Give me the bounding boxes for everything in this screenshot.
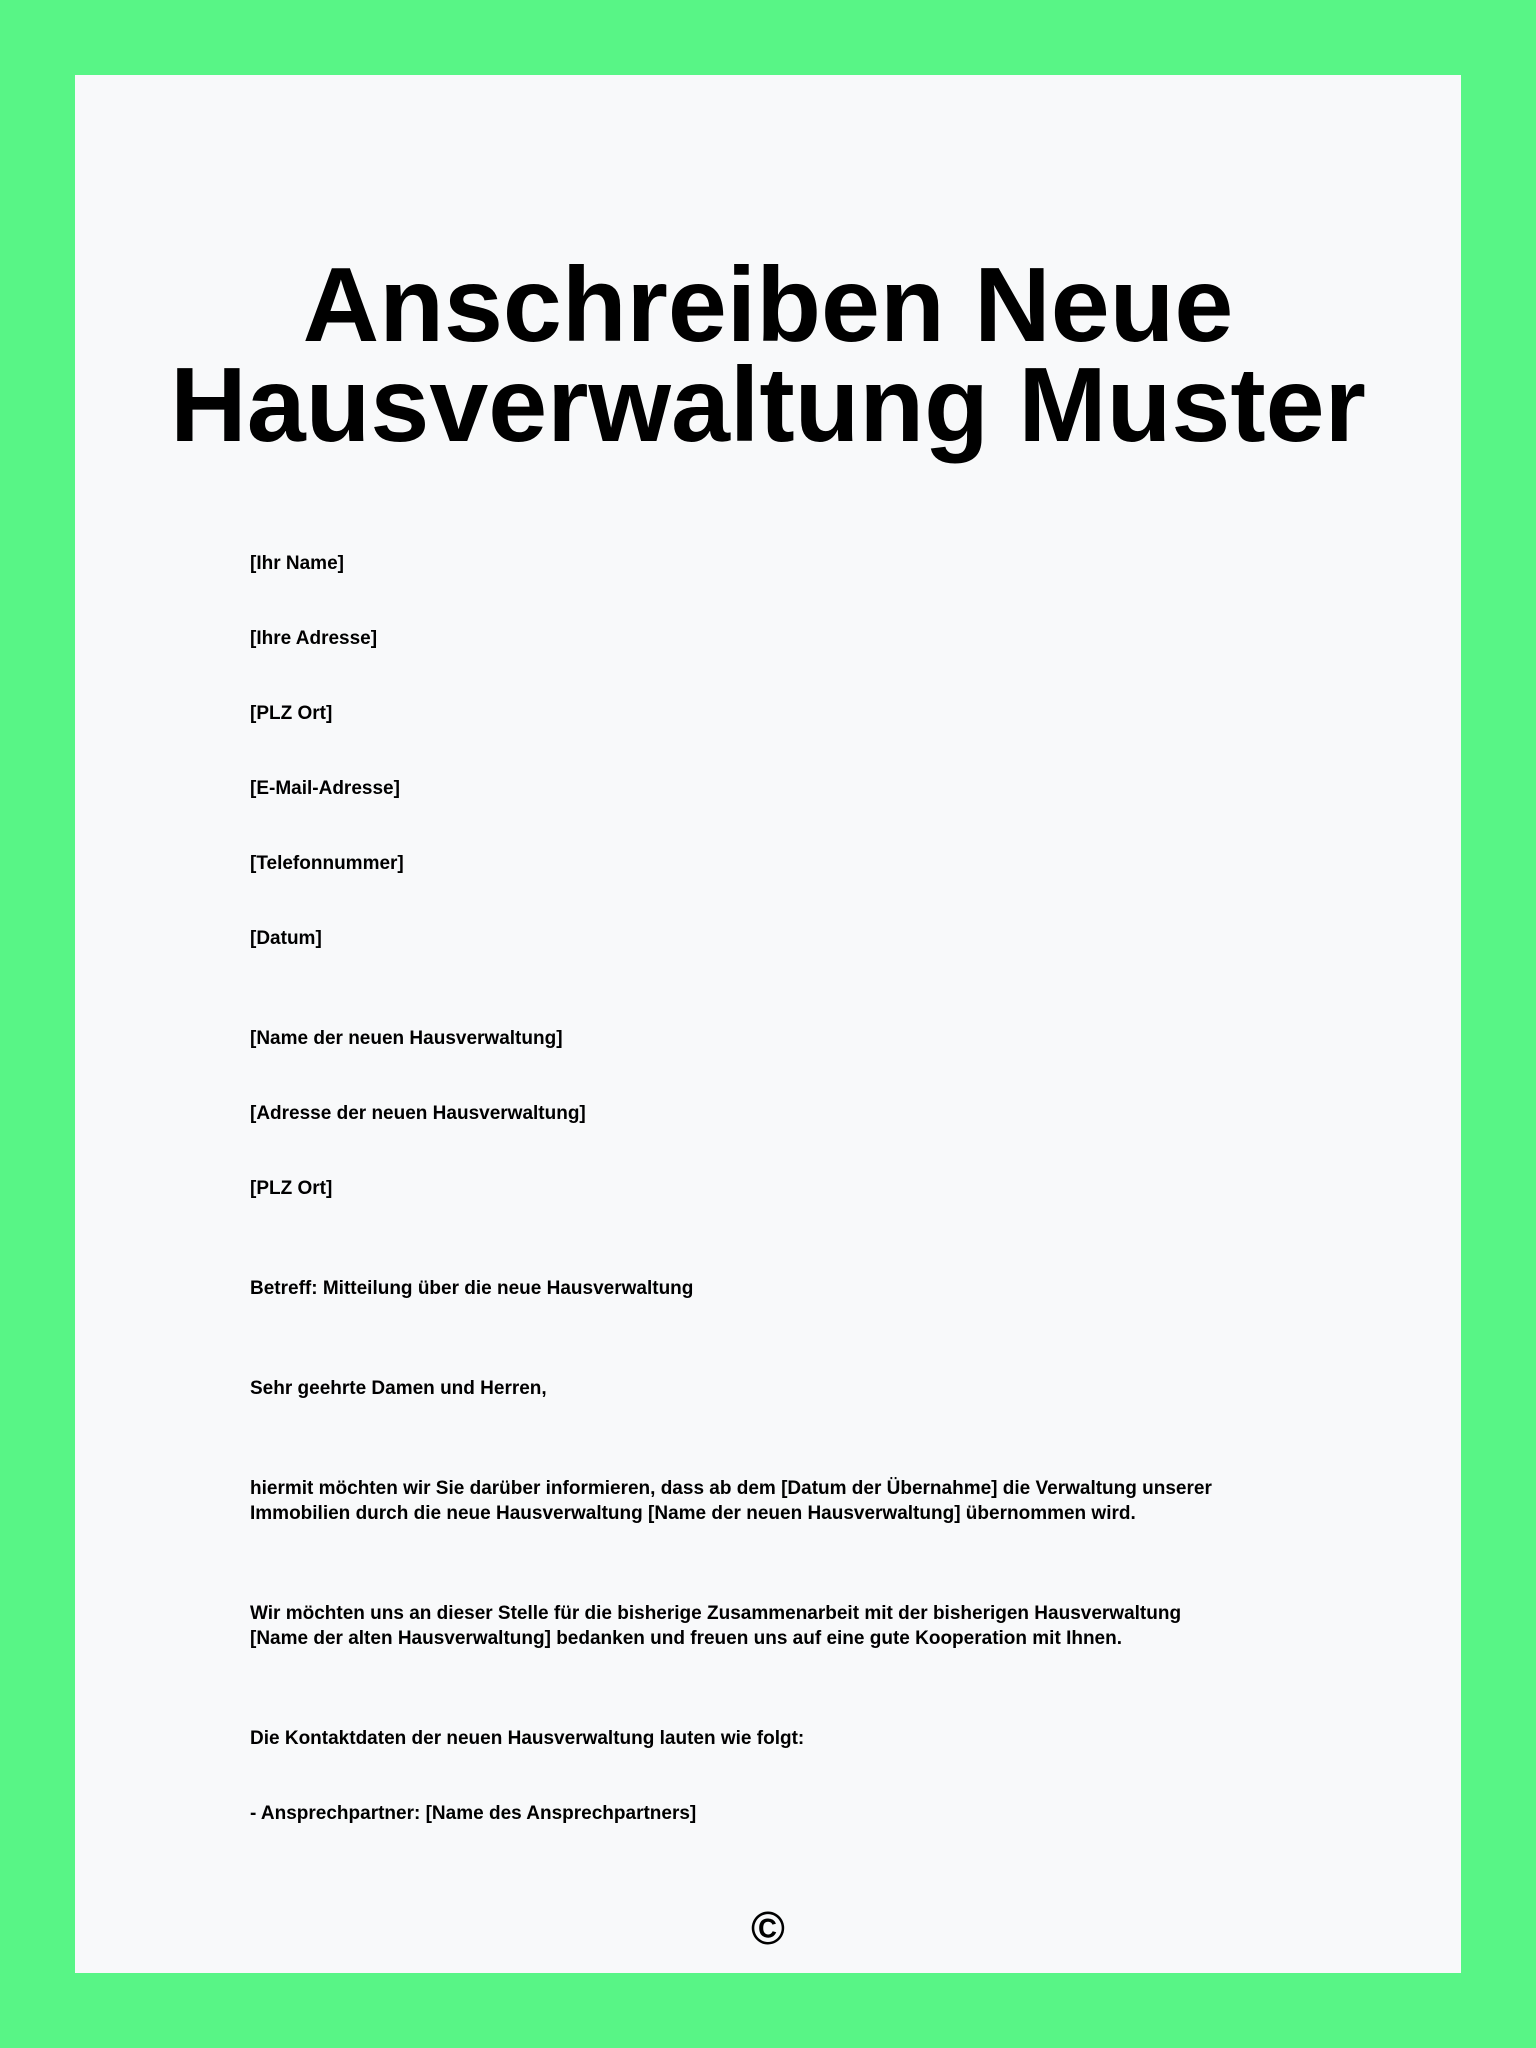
paragraph-1-line-1: hiermit möchten wir Sie darüber informieren, dass ab dem [Datum der Übernahme] die Verwaltung unserer bbox=[250, 1478, 1212, 1499]
title-line-2: Hausverwaltung Muster bbox=[170, 346, 1366, 464]
sender-email: [E-Mail-Adresse] bbox=[250, 778, 400, 799]
letter-subject: Betreff: Mitteilung über die neue Hausverwaltung bbox=[250, 1278, 694, 1299]
paragraph-2-line-2: [Name der alten Hausverwaltung] bedanken und freuen uns auf eine gute Kooperation mit Ihnen. bbox=[250, 1628, 1123, 1649]
letter-salutation: Sehr geehrte Damen und Herren, bbox=[250, 1378, 547, 1399]
letter-date: [Datum] bbox=[250, 928, 322, 949]
sender-phone: [Telefonnummer] bbox=[250, 853, 404, 874]
document-page bbox=[75, 75, 1461, 1973]
title-line-1: Anschreiben Neue bbox=[302, 246, 1234, 364]
sender-address: [Ihre Adresse] bbox=[250, 628, 378, 649]
sender-zip-city: [PLZ Ort] bbox=[250, 703, 333, 724]
contact-person: - Ansprechpartner: [Name des Ansprechpartners] bbox=[250, 1803, 697, 1824]
recipient-name: [Name der neuen Hausverwaltung] bbox=[250, 1028, 563, 1049]
recipient-address: [Adresse der neuen Hausverwaltung] bbox=[250, 1103, 586, 1124]
recipient-zip-city: [PLZ Ort] bbox=[250, 1178, 333, 1199]
document-title bbox=[75, 246, 1461, 464]
copyright-icon: © bbox=[751, 1902, 785, 1954]
sender-name: [Ihr Name] bbox=[250, 553, 344, 574]
contact-intro: Die Kontaktdaten der neuen Hausverwaltung lauten wie folgt: bbox=[250, 1728, 805, 1749]
paragraph-2-line-1: Wir möchten uns an dieser Stelle für die bisherige Zusammenarbeit mit der bisherigen Hausverwaltung bbox=[250, 1603, 1182, 1624]
paragraph-1-line-2: Immobilien durch die neue Hausverwaltung [Name der neuen Hausverwaltung] übernommen wird. bbox=[250, 1503, 1136, 1524]
